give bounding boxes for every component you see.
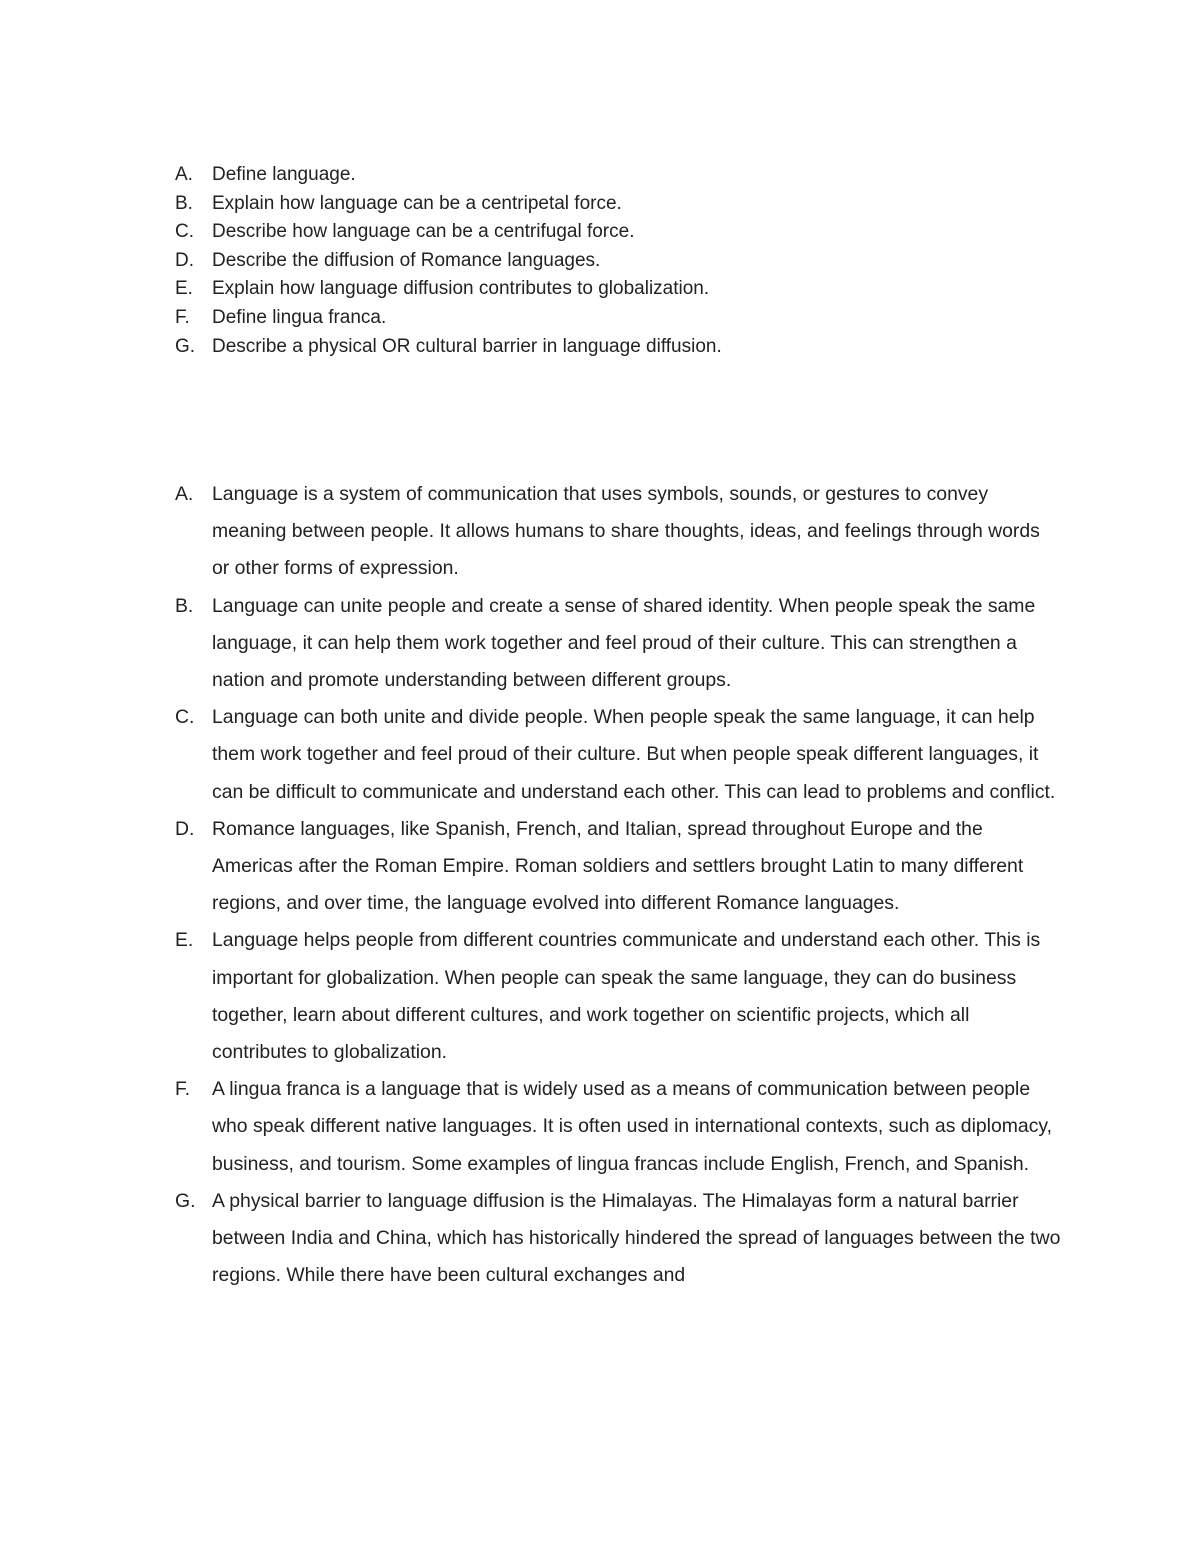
question-text: Define language. <box>212 164 356 185</box>
question-marker: C. <box>175 221 194 243</box>
question-text: Describe the diffusion of Romance languages. <box>212 249 601 271</box>
question-marker: B. <box>175 192 193 214</box>
question-item-e <box>175 275 1075 304</box>
question-text: Explain how language diffusion contributes to globalization. <box>212 278 710 300</box>
answer-marker: A. <box>175 483 194 505</box>
answer-marker: F. <box>175 1078 191 1101</box>
question-marker: G. <box>175 335 196 357</box>
questions-list <box>175 161 1075 361</box>
answer-text: A lingua franca is a language that is widely used as a means of communication between people who speak different native languages. It is often used in international contexts, such as diplomacy, business, and tourism. Some examples of lingua francas include English, French, and Spanish. <box>212 1078 1053 1175</box>
answer-marker: C. <box>175 706 195 729</box>
answer-item-g <box>175 1183 1075 1295</box>
question-item-f <box>175 304 1075 333</box>
answer-text: Language is a system of communication that uses symbols, sounds, or gestures to convey meaning between people. It allows humans to share thoughts, ideas, and feelings through words or other forms of expression. <box>212 483 1040 580</box>
answer-item-f <box>175 1071 1075 1183</box>
question-marker: F. <box>175 306 190 328</box>
answer-marker: D. <box>175 817 195 840</box>
answer-marker: G. <box>175 1189 196 1212</box>
answer-item-e <box>175 922 1075 1071</box>
question-text: Explain how language can be a centripetal force. <box>212 192 622 214</box>
question-text: Define lingua franca. <box>212 306 387 328</box>
answer-item-b <box>175 588 1075 700</box>
answer-text: A physical barrier to language diffusion is the Himalayas. The Himalayas form a natural barrier between India and China, which has historically hindered the spread of languages between the two regions. While there have been cultural exchanges and <box>212 1189 1061 1287</box>
answer-item-d <box>175 811 1075 923</box>
answer-marker: E. <box>175 929 194 952</box>
answer-text: Romance languages, like Spanish, French, and Italian, spread throughout Europe and the Americas after the Roman Empire. Roman soldiers and settlers brought Latin to many different regions, and over time, the language evolved into different Romance languages. <box>212 817 1024 915</box>
question-marker: D. <box>175 249 194 271</box>
question-item-a <box>175 161 1075 190</box>
question-item-g <box>175 333 1075 362</box>
answer-text: Language can unite people and create a sense of shared identity. When people speak the same language, it can help them work together and feel proud of their culture. This can strengthen a nation and promote understanding between different groups. <box>212 594 1036 692</box>
answers-list <box>175 476 1075 1294</box>
question-marker: E. <box>175 278 193 300</box>
question-item-b <box>175 190 1075 219</box>
question-item-d <box>175 247 1075 276</box>
question-marker: A. <box>175 164 193 185</box>
question-item-c <box>175 218 1075 247</box>
answer-text: Language helps people from different countries communicate and understand each other. This is important for globalization. When people can speak the same language, they can do business together, learn about different cultures, and work together on scientific projects, which all contributes to globalization. <box>212 929 1041 1064</box>
question-text: Describe how language can be a centrifugal force. <box>212 221 635 243</box>
question-text: Describe a physical OR cultural barrier in language diffusion. <box>212 335 722 357</box>
answer-item-a <box>175 476 1075 588</box>
answer-text: Language can both unite and divide people. When people speak the same language, it can help them work together and feel proud of their culture. But when people speak different languages, it can be difficult to communicate and understand each other. This can lead to problems and conflict. <box>212 706 1056 803</box>
answer-marker: B. <box>175 594 194 617</box>
answer-item-c <box>175 699 1075 811</box>
